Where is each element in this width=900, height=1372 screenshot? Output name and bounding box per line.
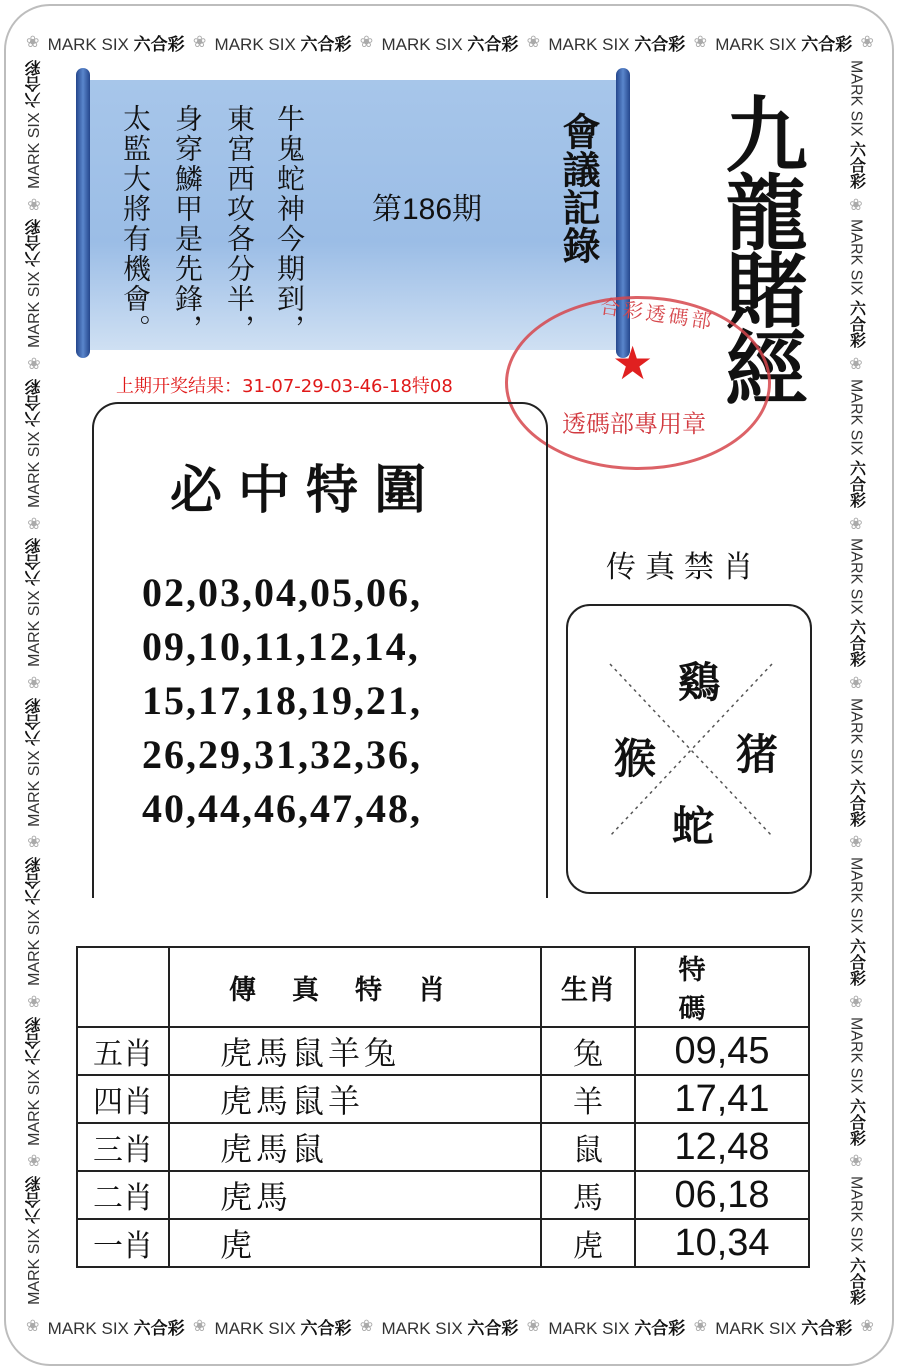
flower-icon: ❀ xyxy=(27,672,41,692)
border-mark: MARK SIX 六合彩 xyxy=(381,34,519,54)
border-mark: MARK SIX 六合彩 xyxy=(25,1016,43,1146)
table-header: 特碼 xyxy=(635,947,809,1027)
flower-icon: ❀ xyxy=(359,34,374,51)
row-label: 三肖 xyxy=(77,1123,169,1171)
flower-icon: ❀ xyxy=(693,34,707,51)
flower-icon: ❀ xyxy=(27,991,41,1011)
page-title: 九龍賭經 xyxy=(712,92,808,404)
issue-number: 第186期 xyxy=(372,193,483,226)
poem-line: 身穿鱗甲是先鋒， xyxy=(171,104,204,344)
table-row xyxy=(77,1171,809,1219)
poem-line: 牛鬼蛇神今期到， xyxy=(273,104,306,344)
poem-line: 太監大將有機會。 xyxy=(119,104,152,344)
flower-icon: ❀ xyxy=(27,354,41,374)
border-mark: MARK SIX 六合彩 xyxy=(25,697,43,827)
border-mark: MARK SIX 六合彩 xyxy=(25,60,43,189)
border-mark: MARK SIX 六合彩 xyxy=(25,1175,43,1305)
table-header: 生肖 xyxy=(541,947,635,1027)
flower-icon: ❀ xyxy=(849,354,863,374)
star-icon: ★ xyxy=(612,336,654,390)
right-border-band xyxy=(842,60,870,1305)
border-mark: MARK SIX 六合彩 xyxy=(548,34,686,54)
zodiac-top: 鷄 xyxy=(678,658,721,707)
border-mark: MARK SIX 六合彩 xyxy=(214,34,352,54)
border-mark: MARK SIX 六合彩 xyxy=(847,538,865,668)
row-label: 四肖 xyxy=(77,1075,169,1123)
stamp-label: 透碼部專用章 xyxy=(562,410,706,438)
row-zodiacs: 虎馬鼠 xyxy=(169,1123,541,1171)
border-mark: MARK SIX 六合彩 xyxy=(715,34,853,54)
forbidden-title: 传真禁肖 xyxy=(606,550,762,585)
border-mark: MARK SIX 六合彩 xyxy=(25,378,43,508)
flower-icon: ❀ xyxy=(526,34,541,51)
table-row xyxy=(77,1075,809,1123)
row-label: 一肖 xyxy=(77,1219,169,1267)
flower-icon: ❀ xyxy=(26,1318,40,1335)
flower-icon: ❀ xyxy=(26,34,40,51)
row-zodiacs: 虎馬鼠羊兔 xyxy=(169,1027,541,1075)
flower-icon: ❀ xyxy=(849,832,863,852)
border-mark: MARK SIX 六合彩 xyxy=(548,1318,686,1338)
row-pick: 羊 xyxy=(541,1075,635,1123)
border-mark: MARK SIX 六合彩 xyxy=(25,219,43,349)
last-result: 上期开奖结果：31-07-29-03-46-18特08 xyxy=(116,376,453,397)
flower-icon: ❀ xyxy=(860,1318,874,1335)
row-codes: 09,45 xyxy=(635,1027,809,1075)
table-row xyxy=(77,1123,809,1171)
border-mark: MARK SIX 六合彩 xyxy=(847,378,865,508)
table-row xyxy=(77,1027,809,1075)
flower-icon: ❀ xyxy=(27,194,41,214)
special-numbers xyxy=(142,566,532,836)
special-title: 必中特圍 xyxy=(170,460,443,521)
border-mark: MARK SIX 六合彩 xyxy=(47,34,185,54)
row-codes: 12,48 xyxy=(635,1123,809,1171)
row-label: 二肖 xyxy=(77,1171,169,1219)
zodiac-right: 猪 xyxy=(736,730,779,779)
border-mark: MARK SIX 六合彩 xyxy=(715,1318,853,1338)
forbidden-box xyxy=(566,604,812,894)
stamp-arc-text: 合彩透碼部 xyxy=(598,294,716,334)
border-mark: MARK SIX 六合彩 xyxy=(847,1175,865,1305)
number-row: 02,03,04,05,06, xyxy=(142,570,422,615)
border-mark: MARK SIX 六合彩 xyxy=(25,857,43,987)
zodiac-left: 猴 xyxy=(614,734,657,783)
number-row: 15,17,18,19,21, xyxy=(142,678,422,723)
table-header: 傳真特肖 xyxy=(169,947,541,1027)
row-zodiacs: 虎馬鼠羊 xyxy=(169,1075,541,1123)
number-row: 40,44,46,47,48, xyxy=(142,786,422,831)
table-header xyxy=(77,947,169,1027)
left-border-band xyxy=(20,60,48,1305)
row-pick: 兔 xyxy=(541,1027,635,1075)
border-mark: MARK SIX 六合彩 xyxy=(847,60,865,189)
flower-icon: ❀ xyxy=(849,672,863,692)
row-codes: 06,18 xyxy=(635,1171,809,1219)
flower-icon: ❀ xyxy=(192,1318,207,1335)
meeting-label: 會議記錄 xyxy=(556,112,600,264)
flower-icon: ❀ xyxy=(849,991,863,1011)
row-codes: 17,41 xyxy=(635,1075,809,1123)
row-codes: 10,34 xyxy=(635,1219,809,1267)
table-row xyxy=(77,1219,809,1267)
scroll-rod-left xyxy=(76,68,90,358)
flower-icon: ❀ xyxy=(849,513,863,533)
table-header-row xyxy=(77,947,809,1027)
flower-icon: ❀ xyxy=(27,832,41,852)
border-mark: MARK SIX 六合彩 xyxy=(847,1016,865,1146)
zodiac-bottom: 蛇 xyxy=(672,802,715,851)
bottom-border-band xyxy=(26,1312,874,1340)
number-row: 26,29,31,32,36, xyxy=(142,732,422,777)
border-mark: MARK SIX 六合彩 xyxy=(847,857,865,987)
flower-icon: ❀ xyxy=(849,1151,863,1171)
scroll-banner xyxy=(84,80,624,350)
row-pick: 鼠 xyxy=(541,1123,635,1171)
flower-icon: ❀ xyxy=(860,34,874,51)
row-pick: 馬 xyxy=(541,1171,635,1219)
flower-icon: ❀ xyxy=(849,194,863,214)
border-mark: MARK SIX 六合彩 xyxy=(214,1318,352,1338)
row-label: 五肖 xyxy=(77,1027,169,1075)
flower-icon: ❀ xyxy=(693,1318,707,1335)
number-row: 09,10,11,12,14, xyxy=(142,624,420,669)
border-mark: MARK SIX 六合彩 xyxy=(847,697,865,827)
flower-icon: ❀ xyxy=(359,1318,374,1335)
border-mark: MARK SIX 六合彩 xyxy=(25,538,43,668)
flower-icon: ❀ xyxy=(27,513,41,533)
row-zodiacs: 虎 xyxy=(169,1219,541,1267)
flower-icon: ❀ xyxy=(526,1318,541,1335)
border-mark: MARK SIX 六合彩 xyxy=(847,219,865,349)
row-zodiacs: 虎馬 xyxy=(169,1171,541,1219)
prediction-table xyxy=(76,946,810,1268)
row-pick: 虎 xyxy=(541,1219,635,1267)
flower-icon: ❀ xyxy=(27,1151,41,1171)
top-border-band xyxy=(26,28,874,56)
border-mark: MARK SIX 六合彩 xyxy=(381,1318,519,1338)
poem-line: 東宮西攻各分半， xyxy=(223,104,256,344)
flower-icon: ❀ xyxy=(192,34,207,51)
border-mark: MARK SIX 六合彩 xyxy=(47,1318,185,1338)
